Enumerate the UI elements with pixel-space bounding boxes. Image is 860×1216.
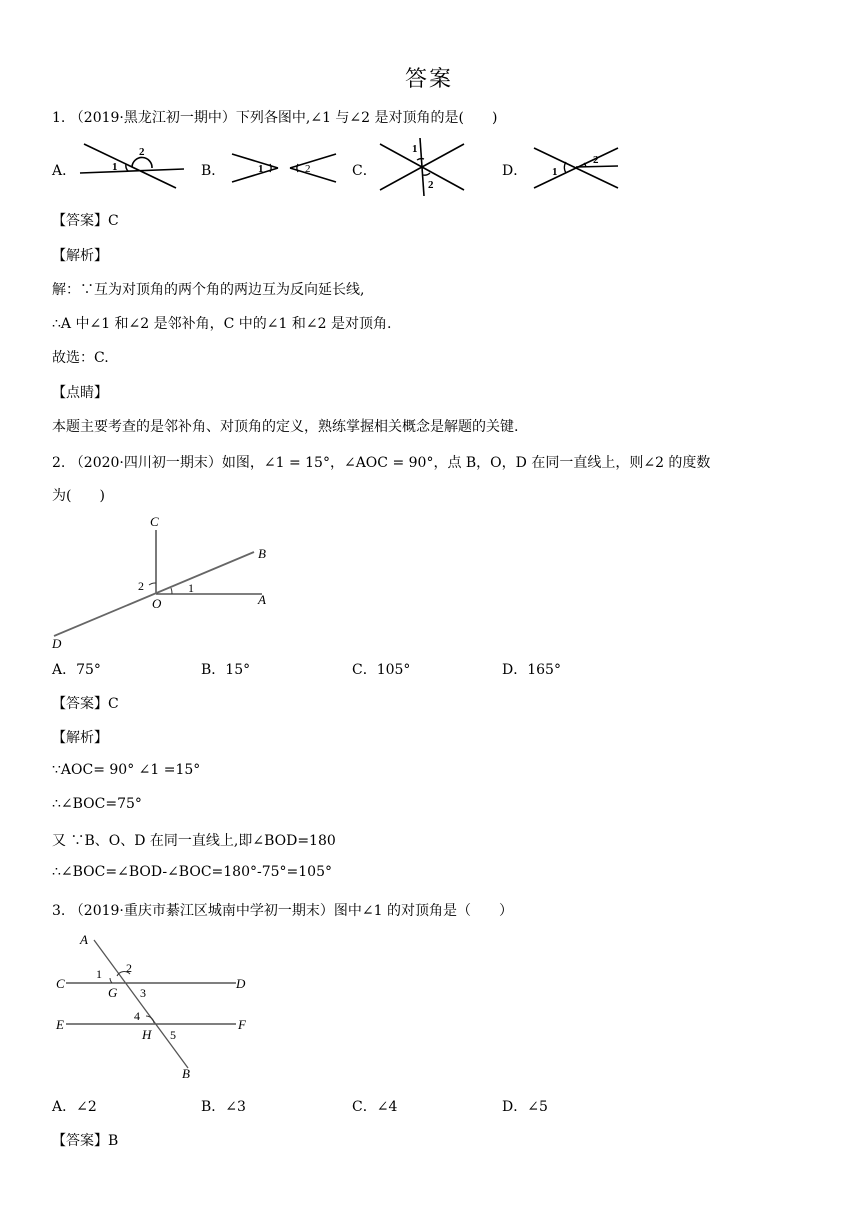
q2-label-A: A <box>258 592 266 607</box>
q1-option-b: B． <box>201 163 226 179</box>
q1-analysis-line: ∴A 中∠1 和∠2 是邻补角，C 中的∠1 和∠2 是对顶角. <box>52 316 392 332</box>
q3-label-F: F <box>238 1017 246 1032</box>
q2-option-d: D．165° <box>502 662 561 678</box>
q2-analysis-line: ∵AOC= 90° ∠1 =15° <box>52 762 201 778</box>
q2-analysis-line: 又 ∵B、O、D 在同一直线上,即∠BOD=180 <box>52 833 336 849</box>
q2-label-O: O <box>152 596 162 611</box>
q2-analysis-heading: 【解析】 <box>52 730 108 746</box>
q2-label-1: 1 <box>188 581 194 595</box>
q2-option-b: B．15° <box>201 662 251 678</box>
q2-label-2: 2 <box>138 579 144 593</box>
q1-figure-d <box>530 142 622 194</box>
q2-stem-line2: 为( ) <box>52 488 105 504</box>
q1-figure-b <box>228 150 340 186</box>
q3-option-d: D．∠5 <box>502 1099 548 1115</box>
q3-label-D: D <box>236 976 246 991</box>
q2-label-B: B <box>258 546 266 561</box>
q3-label-1: 1 <box>96 967 102 981</box>
q3-option-a: A．∠2 <box>52 1099 97 1115</box>
q3-stem: 3. （2019·重庆市綦江区城南中学初一期末）图中∠1 的对顶角是（ ） <box>52 903 513 919</box>
q2-option-a: A．75° <box>52 662 101 678</box>
q1-analysis-line: 故选：C. <box>52 350 109 366</box>
q2-stem-line1: 2. （2020·四川初一期末）如图，∠1 = 15°，∠AOC = 90°，点 B，O，D 在同一直线上，则∠2 的度数 <box>52 455 711 471</box>
q2-analysis-line: ∴∠BOC=75° <box>52 796 142 812</box>
q3-label-C: C <box>56 976 65 991</box>
q1-stem: 1. （2019·黑龙江初一期中）下列各图中,∠1 与∠2 是对顶角的是( ) <box>52 110 498 126</box>
q3-label-3: 3 <box>140 986 146 1000</box>
q3-answer: 【答案】B <box>52 1133 119 1149</box>
q2-label-D: D <box>52 636 62 651</box>
q1b-label-2: 2 <box>305 163 311 175</box>
q3-label-B: B <box>182 1066 190 1081</box>
q1-figure-a <box>76 140 188 192</box>
q3-option-c: C．∠4 <box>352 1099 398 1115</box>
q2-label-C: C <box>150 514 159 529</box>
q1a-label-1: 1 <box>112 161 118 173</box>
q3-label-A: A <box>80 932 88 947</box>
page-title: 答案 <box>405 67 454 92</box>
q1-analysis-line: 解：∵互为对顶角的两个角的两边互为反向延长线, <box>52 282 365 298</box>
q1-option-a: A． <box>52 163 77 179</box>
q2-analysis-line: ∴∠BOC=∠BOD-∠BOC=180°-75°=105° <box>52 864 332 880</box>
q3-label-H: H <box>142 1027 152 1042</box>
q3-label-2: 2 <box>126 961 132 975</box>
q3-figure <box>50 926 270 1084</box>
q1a-label-2: 2 <box>139 146 145 158</box>
q1b-label-1: 1 <box>258 163 264 175</box>
q3-option-b: B．∠3 <box>201 1099 246 1115</box>
q3-label-4: 4 <box>134 1009 140 1023</box>
q1-option-d: D． <box>502 163 528 179</box>
q2-answer: 【答案】C <box>52 696 119 712</box>
q1d-label-2: 2 <box>593 154 599 166</box>
q1-comment-heading: 【点睛】 <box>52 385 108 401</box>
q1c-label-2: 2 <box>428 179 434 191</box>
q3-label-5: 5 <box>170 1028 176 1042</box>
q1-figure-c <box>376 136 468 198</box>
q2-option-c: C．105° <box>352 662 411 678</box>
q1-analysis-heading: 【解析】 <box>52 248 108 264</box>
q1d-label-1: 1 <box>552 166 558 178</box>
q1-answer: 【答案】C <box>52 213 119 229</box>
q1c-label-1: 1 <box>412 143 418 155</box>
q2-figure <box>48 508 280 652</box>
q1-comment: 本题主要考查的是邻补角、对顶角的定义，熟练掌握相关概念是解题的关键. <box>52 419 519 435</box>
q1-option-c: C． <box>352 163 377 179</box>
q3-label-G: G <box>108 985 118 1000</box>
q3-label-E: E <box>56 1017 64 1032</box>
